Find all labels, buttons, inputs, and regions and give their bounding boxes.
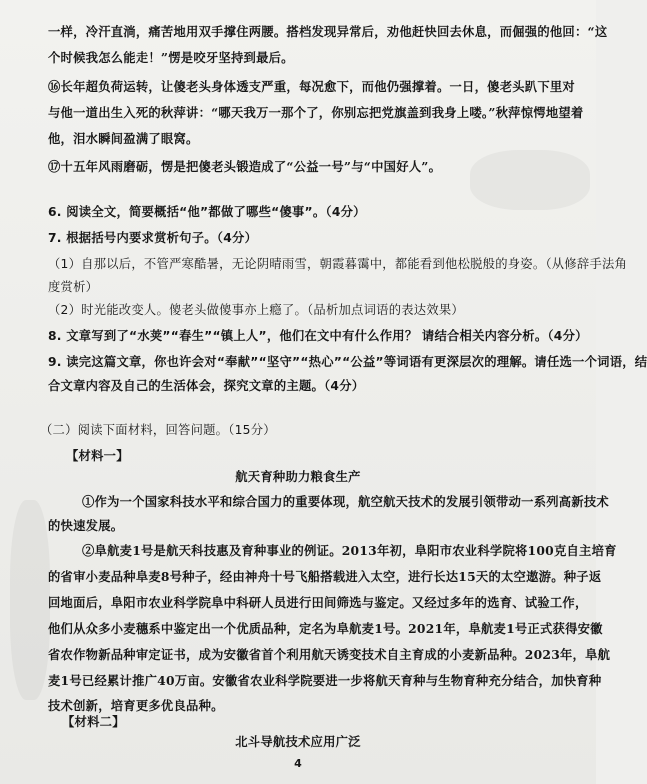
material-1-label: 【材料一】 [66, 448, 129, 463]
story-line: 一样，冷汗直淌，痛苦地用双手撑住两腰。搭档发现异常后，劝他赶快回去休息，而倔强的他回：“这 [48, 24, 608, 39]
story-line: 与他一道出生入死的秋萍讲：“哪天我万一那个了，你别忘把党旗盖到我身上喽。”秋萍惊愕地望着 [48, 105, 584, 120]
question-6: 6. 阅读全文，简要概括“他”都做了哪些“傻事”。（4分） [48, 205, 366, 219]
material-1-line: 的快速发展。 [48, 518, 124, 533]
material-1-paragraph-2: ②阜航麦1号是航天科技惠及育种事业的例证。2013年初，阜阳市农业科学院将100克自主培育 [82, 543, 617, 558]
story-paragraph-17: ⑰十五年风雨磨砺，愣是把傻老头锻造成了“公益一号”与“中国好人”。 [48, 159, 442, 174]
story-line: 他，泪水瞬间盈满了眼窝。 [48, 131, 199, 146]
section-2-heading: （二）阅读下面材料，回答问题。（15分） [40, 423, 276, 437]
question-7: 7. 根据括号内要求赏析句子。（4分） [48, 231, 258, 245]
material-1-line: 他们从众多小麦穗系中鉴定出一个优质品种，定名为阜航麦1号。2021年，阜航麦1号正式获得安徽 [48, 621, 603, 636]
scan-smudge [10, 500, 50, 700]
page-number: 4 [294, 757, 302, 770]
story-line: 个时候我怎么能走！”愣是咬牙坚持到最后。 [48, 50, 294, 65]
material-1-line: 回地面后，阜阳市农业科学院阜中科研人员进行田间筛选与鉴定。又经过多年的选育、试验工作， [48, 595, 588, 610]
material-1-line: 麦1号已经累计推广40万亩。安徽省农业科学院要进一步将航天育种与生物育种充分结合，加快育种 [48, 673, 602, 688]
question-7-2: （2）时光能改变人。傻老头做傻事亦上瘾了。（品析加点词语的表达效果） [48, 303, 464, 317]
material-1-line: 技术创新，培育更多优良品种。 [48, 698, 224, 713]
question-9: 9. 读完这篇文章，你也许会对“奉献”“坚守”“热心”“公益”等词语有更深层次的理解。请任选一个词语，结 [48, 355, 647, 369]
story-paragraph-16: ⑯长年超负荷运转，让傻老头身体透支严重，每况愈下，而他仍强撑着。一日，傻老头趴下里对 [48, 79, 575, 94]
question-8: 8. 文章写到了“水荚”“春生”“镇上人”，他们在文中有什么作用？ 请结合相关内容分析。（4分） [48, 329, 588, 343]
material-1-line: 的省审小麦品种阜麦8号种子，经由神舟十号飞船搭载进入太空，进行长达15天的太空遨游。种子返 [48, 569, 602, 584]
question-7-1: （1）自那以后，不管严寒酷暑，无论阴晴雨雪，朝霞暮霭中，都能看到他松脱般的身姿。（从修辞手法角 [48, 257, 628, 271]
material-1-title: 航天育种助力粮食生产 [235, 469, 361, 484]
question-7-1-cont: 度赏析） [48, 280, 99, 294]
material-1-line: 省农作物新品种审定证书，成为安徽省首个利用航天诱变技术自主育成的小麦新品种。2023年，阜航 [48, 647, 611, 662]
question-9-cont: 合文章内容及自己的生活体会，探究文章的主题。（4分） [48, 379, 365, 393]
material-1-paragraph-1: ①作为一个国家科技水平和综合国力的重要体现，航空航天技术的发展引领带动一系列高新技术 [82, 494, 609, 509]
material-2-title: 北斗导航技术应用广泛 [235, 734, 361, 749]
material-2-label: 【材料二】 [62, 714, 125, 729]
